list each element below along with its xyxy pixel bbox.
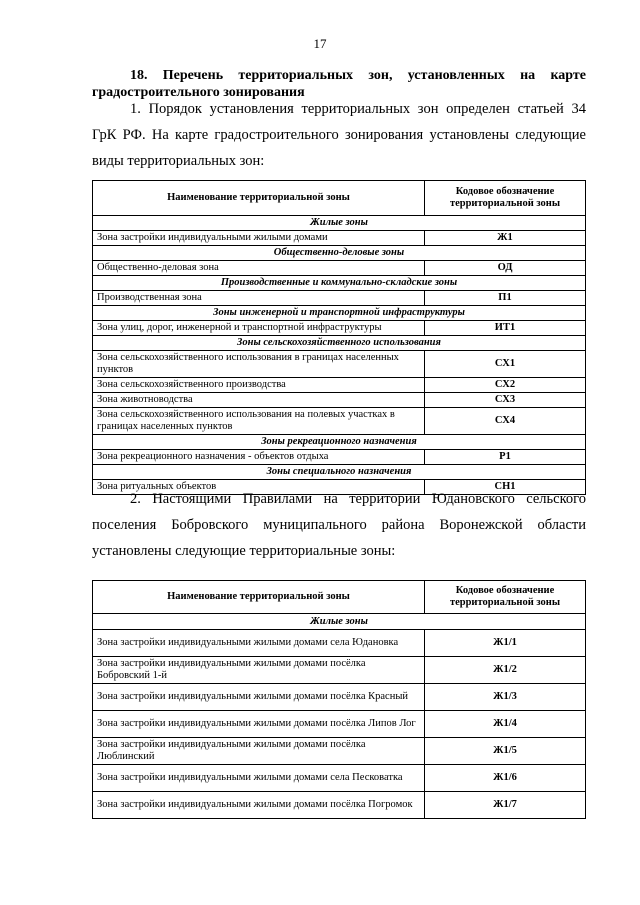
page-number: 17	[313, 36, 327, 51]
table-row	[93, 657, 586, 684]
paragraph-2-line-1: 2. Настоящими Правилами на территории Юдановского сельского	[130, 491, 586, 507]
table-row	[93, 630, 586, 657]
group-agricultural: Зоны сельскохозяйственного использования	[93, 336, 586, 351]
table-row	[93, 765, 586, 792]
zone-code: СН1	[425, 480, 586, 495]
zone-code: Ж1/2	[425, 657, 586, 684]
group-row	[93, 614, 586, 630]
zone-name: Зона сельскохозяйственного производства	[93, 378, 425, 393]
table-row	[93, 393, 586, 408]
zone-name: Зона застройки индивидуальными жилыми домами посёлка Липов Лог	[93, 711, 425, 738]
zones-table-general	[92, 180, 586, 495]
zone-code: СХ3	[425, 393, 586, 408]
header-zone-code: Кодовое обозначение территориальной зоны	[425, 181, 586, 216]
group-row	[93, 435, 586, 450]
group-special: Зоны специального назначения	[93, 465, 586, 480]
group-row	[93, 336, 586, 351]
zone-name: Зона животноводства	[93, 393, 425, 408]
header-zone-name: Наименование территориальной зоны	[93, 581, 425, 614]
table-row	[93, 231, 586, 246]
zone-name: Зона сельскохозяйственного использования на полевых участках в границах населенных пунктов	[93, 408, 425, 435]
zone-code: Ж1/1	[425, 630, 586, 657]
group-row	[93, 276, 586, 291]
group-row	[93, 246, 586, 261]
table-row	[93, 711, 586, 738]
zone-code: СХ4	[425, 408, 586, 435]
table-row	[93, 321, 586, 336]
zone-name: Зона застройки индивидуальными жилыми домами посёлка Погромок	[93, 792, 425, 819]
section-heading-line-2: градостроительного зонирования	[92, 85, 305, 100]
zone-name: Зона застройки индивидуальными жилыми домами села Юдановка	[93, 630, 425, 657]
table-row	[93, 684, 586, 711]
zone-name: Зона застройки индивидуальными жилыми домами	[93, 231, 425, 246]
table-row	[93, 792, 586, 819]
zone-name: Зона застройки индивидуальными жилыми домами посёлка Люблинский	[93, 738, 425, 765]
table-row	[93, 261, 586, 276]
header-zone-code: Кодовое обозначение территориальной зоны	[425, 581, 586, 614]
group-industrial: Производственные и коммунально-складские зоны	[93, 276, 586, 291]
table-row	[93, 351, 586, 378]
group-infrastructure: Зоны инженерной и транспортной инфраструктуры	[93, 306, 586, 321]
paragraph-1-line-2: ГрК РФ. На карте градостроительного зонирования установлены следующие	[92, 127, 586, 143]
zone-code: ИТ1	[425, 321, 586, 336]
zone-name: Производственная зона	[93, 291, 425, 306]
group-row	[93, 465, 586, 480]
zone-code: Ж1/6	[425, 765, 586, 792]
zone-code: СХ1	[425, 351, 586, 378]
zone-name: Зона улиц, дорог, инженерной и транспортной инфраструктуры	[93, 321, 425, 336]
zone-name: Зона рекреационного назначения - объектов отдыха	[93, 450, 425, 465]
table-row	[93, 450, 586, 465]
group-residential: Жилые зоны	[93, 216, 586, 231]
paragraph-1-line-3: виды территориальных зон:	[92, 153, 265, 169]
group-recreation: Зоны рекреационного назначения	[93, 435, 586, 450]
zone-name: Зона ритуальных объектов	[93, 480, 425, 495]
zones-table-settlement	[92, 580, 586, 819]
table-row	[93, 291, 586, 306]
paragraph-1	[92, 96, 586, 174]
zone-name: Зона сельскохозяйственного использования в границах населенных пунктов	[93, 351, 425, 378]
group-row	[93, 306, 586, 321]
zone-code: Ж1/5	[425, 738, 586, 765]
table-row	[93, 738, 586, 765]
zone-code: ОД	[425, 261, 586, 276]
group-residential: Жилые зоны	[93, 614, 586, 630]
zone-code: Ж1/7	[425, 792, 586, 819]
paragraph-2-line-3: установлены следующие территориальные зоны:	[92, 543, 396, 559]
table-row	[93, 378, 586, 393]
group-row	[93, 216, 586, 231]
zone-code: Ж1/4	[425, 711, 586, 738]
zone-code: Ж1	[425, 231, 586, 246]
table-header-row	[93, 581, 586, 614]
zone-name: Зона застройки индивидуальными жилыми домами села Песковатка	[93, 765, 425, 792]
zone-name: Зона застройки индивидуальными жилыми домами посёлка Бобровский 1-й	[93, 657, 425, 684]
zone-code: СХ2	[425, 378, 586, 393]
header-zone-name: Наименование территориальной зоны	[93, 181, 425, 216]
table-row	[93, 408, 586, 435]
zone-name: Зона застройки индивидуальными жилыми домами посёлка Красный	[93, 684, 425, 711]
table-header-row	[93, 181, 586, 216]
group-public-business: Общественно-деловые зоны	[93, 246, 586, 261]
zone-code: Ж1/3	[425, 684, 586, 711]
zone-code: П1	[425, 291, 586, 306]
paragraph-2-line-2: поселения Бобровского муниципального района Воронежской области	[92, 517, 586, 533]
zone-code: Р1	[425, 450, 586, 465]
zone-name: Общественно-деловая зона	[93, 261, 425, 276]
paragraph-1-line-1: 1. Порядок установления территориальных зон определен статьей 34	[130, 101, 586, 117]
paragraph-2	[92, 486, 586, 564]
section-heading-line-1: 18. Перечень территориальных зон, установленных на карте	[130, 68, 586, 83]
